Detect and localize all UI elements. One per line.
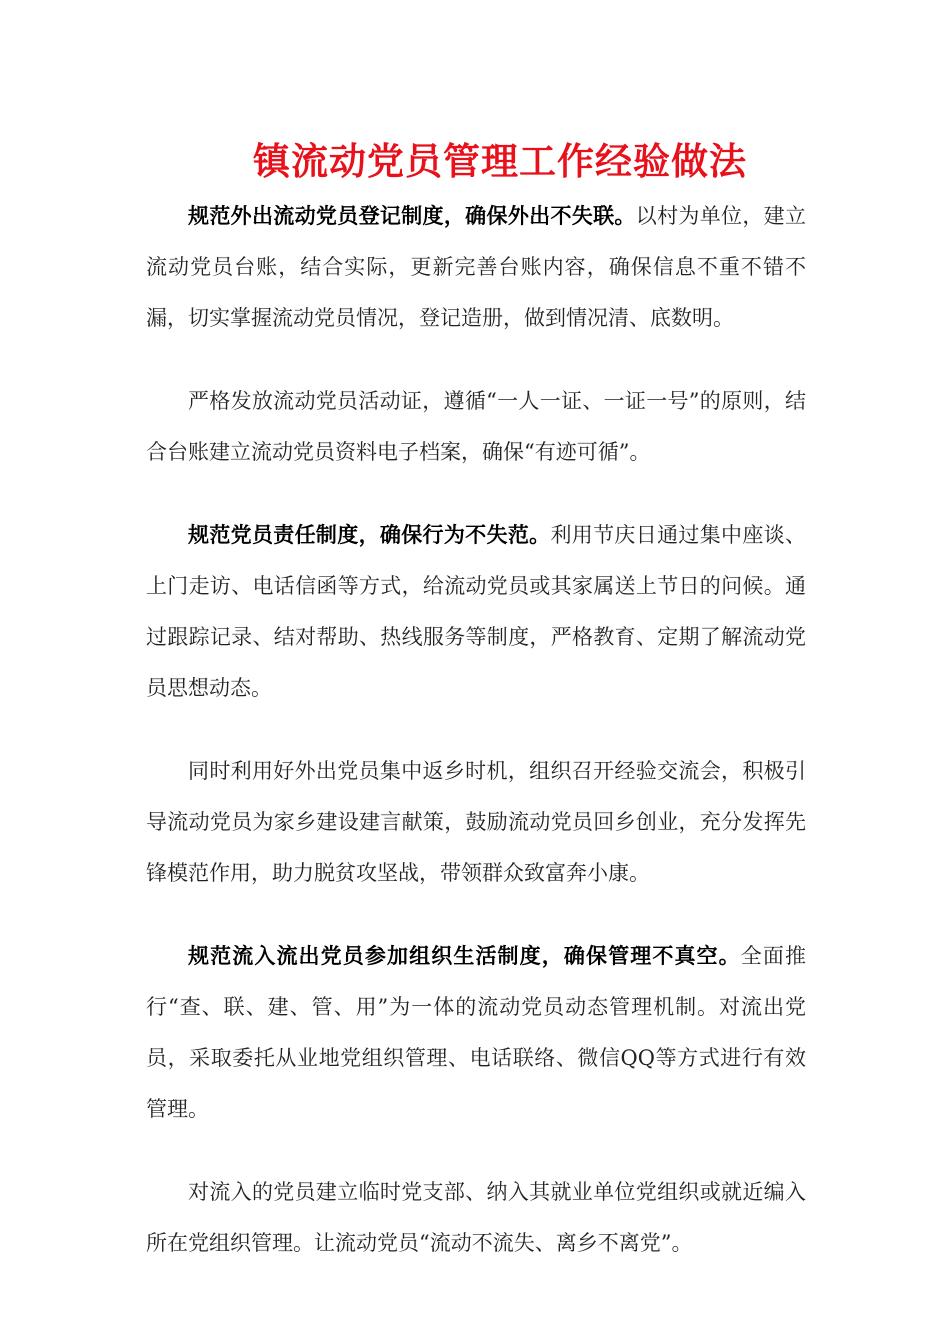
paragraph-3-lead: 规范党员责任制度，确保行为不失范。 [188,522,551,547]
paragraph-5-text: 全面推行“查、联、建、管、用”为一体的流动党员动态管理机制。对流出党员，采取委托从业地党组织管理、电话联络、微信QQ等方式进行有效管理。 [146,944,807,1121]
paragraph-4-text: 同时利用好外出党员集中返乡时机，组织召开经验交流会，积极引导流动党员为家乡建设建言献策，鼓励流动党员回乡创业，充分发挥先锋模范作用，助力脱贫攻坚战，带领群众致富奔小康。 [146,759,806,885]
paragraph-1 [146,190,806,344]
paragraph-5-lead: 规范流入流出党员参加组织生活制度，确保管理不真空。 [188,943,741,968]
paragraph-3-text: 利用节庆日通过集中座谈、上门走访、电话信函等方式，给流动党员或其家属送上节日的问候。通过跟踪记录、结对帮助、热线服务等制度，严格教育、定期了解流动党员思想动态。 [146,523,807,700]
paragraph-3 [146,509,806,714]
paragraph-1-text: 以村为单位，建立流动党员台账，结合实际，更新完善台账内容，确保信息不重不错不漏，切实掌握流动党员情况，登记造册，做到情况清、底数明。 [146,204,806,330]
paragraph-2-text: 严格发放流动党员活动证，遵循“一人一证、一证一号”的原则，结合台账建立流动党员资料电子档案，确保“有迹可循”。 [146,389,806,464]
paragraph-6-text: 对流入的党员建立临时党支部、纳入其就业单位党组织或就近编入所在党组织管理。让流动党员“流动不流失、离乡不离党”。 [146,1180,806,1255]
paragraph-6 [146,1166,806,1269]
document-title: 镇流动党员管理工作经验做法 [253,139,747,183]
paragraph-1-lead: 规范外出流动党员登记制度，确保外出不失联。 [188,203,636,228]
document-body [146,190,806,1269]
paragraph-5 [146,930,806,1135]
paragraph-2 [146,375,806,478]
paragraph-4 [146,745,806,899]
